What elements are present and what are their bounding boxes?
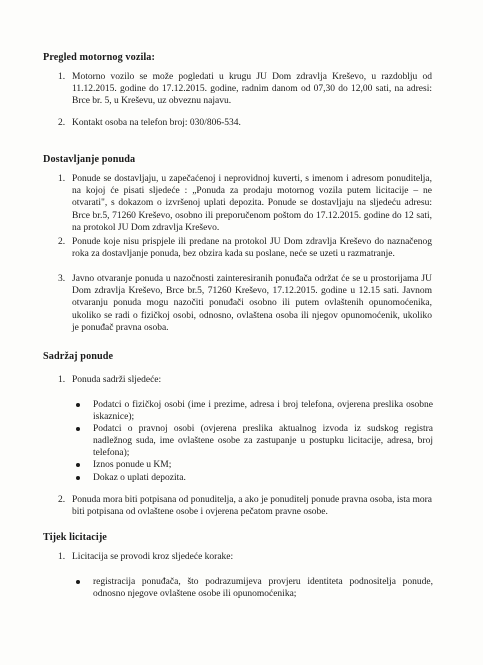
bullet-dot bbox=[76, 580, 80, 584]
list-item bbox=[58, 236, 432, 260]
bullet-text: Podatci o pravnoj osobi (ovjerena preslika aktualnog izvoda iz sudskog registra nadležnog suda, ime ovlaštene osobe za zastupanje u postupku licitacije, adresa, broj telefona); bbox=[93, 424, 433, 459]
item-text: Ponude koje nisu prispjele ili predane na protokol JU Dom zdravlja Kreševo do naznačenog roka za dostavljanje ponuda, bez obzira kada su poslane, neće se uzeti u razmatranje. bbox=[72, 237, 432, 260]
section-heading-tijek: Tijek licitacije bbox=[43, 532, 107, 543]
item-text: Ponuda mora biti potpisana od ponuditelja, a ako je ponuditelj ponude pravna osoba, ista mora biti potpisana od ovlaštene osobe i ovjerena pečatom pravne osobe. bbox=[72, 495, 432, 518]
bullet-item bbox=[93, 399, 433, 423]
bullet-dot bbox=[76, 427, 80, 431]
list-item bbox=[58, 173, 432, 234]
bullet-dot bbox=[76, 476, 80, 480]
item-number: 2. bbox=[58, 237, 66, 247]
section-heading-pregled: Pregled motornog vozila: bbox=[43, 52, 155, 63]
list-item bbox=[58, 494, 432, 518]
section-heading-dostavljanje: Dostavljanje ponuda bbox=[43, 154, 136, 165]
item-text: Kontakt osoba na telefon broj: 030/806-534. bbox=[72, 118, 241, 128]
item-number: 3. bbox=[58, 274, 66, 284]
bullet-item bbox=[93, 459, 433, 471]
item-number: 1. bbox=[58, 375, 66, 385]
item-text: Motorno vozilo se može pogledati u krugu JU Dom zdravlja Kreševo, u razdoblju od 11.12.2015. godine do 17.12.2015. godine, radnim danom od 07,30 do 12,00 sati, na adresi: Brce br. 5, u Kreševu, uz obveznu najavu. bbox=[72, 72, 432, 107]
list-item bbox=[58, 117, 432, 129]
item-number: 2. bbox=[58, 495, 66, 505]
bullet-dot bbox=[76, 403, 80, 407]
bullet-item bbox=[93, 472, 433, 484]
bullet-text: Podatci o fizičkoj osobi (ime i prezime, adresa i broj telefona, ovjerena preslika osobne iskaznice); bbox=[93, 400, 433, 423]
list-item bbox=[58, 551, 432, 563]
bullet-dot bbox=[76, 463, 80, 467]
bullet-text: registracija ponuđača, što podrazumijeva provjeru identiteta podnositelja ponude, odnosno njegove ovlaštene osobe ili opunomoćenika; bbox=[93, 577, 433, 600]
item-text: Licitacija se provodi kroz sljedeće korake: bbox=[72, 552, 234, 562]
item-text: Ponuda sadrži sljedeće: bbox=[72, 375, 162, 385]
section-heading-sadrzaj: Sadržaj ponude bbox=[43, 351, 114, 362]
item-number: 1. bbox=[58, 174, 66, 184]
item-text: Javno otvaranje ponuda u nazočnosti zainteresiranih ponuđača održat će se u prostorijama JU Dom zdravlja Kreševo, Brce br.5, 71260 Kreševo, 17.12.2015. godine u 12.15 sati. Javnom otvaranju ponuda mogu nazočiti ponuđači osobno ili putem ovlaštenih opunomoćenika, ukoliko se radi o fizičkoj osobi, odnosno, ovlaštena osoba ili njegov opunomoćenik, ukoliko je ponuđač pravna osoba. bbox=[72, 274, 432, 333]
item-number: 1. bbox=[58, 552, 66, 562]
item-number: 2. bbox=[58, 118, 66, 128]
item-text: Ponude se dostavljaju, u zapečaćenoj i neprovidnoj kuverti, s imenom i adresom ponuditelja, na kojoj će pisati sljedeće : „Ponuda za prodaju motornog vozila putem licitacije – ne otvarati", s dokazom o izvršenoj uplati depozita. Ponude se dostavljaju na sljedeću adresu: Brce br.5, 71260 Kreševo, osobno ili preporučenom poštom do 17.12.2015. godine do 12 sati, na protokol JU Dom zdravlja Kreševo. bbox=[72, 174, 432, 233]
bullet-item bbox=[93, 576, 433, 600]
bullet-text: Iznos ponude u KM; bbox=[93, 460, 172, 470]
bullet-text: Dokaz o uplati depozita. bbox=[93, 473, 186, 483]
list-item bbox=[58, 71, 432, 108]
list-item bbox=[58, 374, 432, 386]
list-item bbox=[58, 273, 432, 334]
bullet-item bbox=[93, 423, 433, 460]
item-number: 1. bbox=[58, 72, 66, 82]
